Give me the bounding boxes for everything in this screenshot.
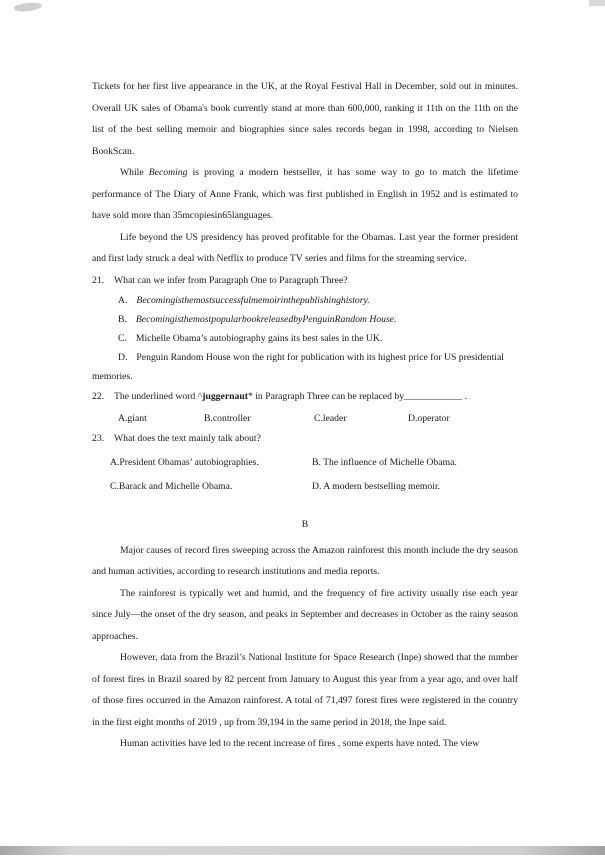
option-label: B. xyxy=(118,314,127,325)
option-label: A. xyxy=(118,295,128,306)
option-label: D. xyxy=(118,352,128,363)
question-21-option-b xyxy=(92,310,518,329)
option-text: BecomingisthemostpopularbookreleasedbyPenguinRandom House. xyxy=(135,314,397,325)
underlined-word-juggernaut: juggernaut xyxy=(202,391,248,402)
question-21-option-a xyxy=(92,291,518,310)
question-22-number: 22. xyxy=(92,391,105,402)
question-23-text: What does the text mainly talk about? xyxy=(114,432,261,444)
question-23-stem xyxy=(92,428,518,450)
passage-b-paragraph-2: The rainforest is typically wet and humid, and the frequency of fire activity usually rise each year since July—the onset of the dry season, and peaks in September and decreases in October as the rainy season approaches. xyxy=(92,587,518,642)
passage-a-paragraph-2 xyxy=(92,162,518,227)
question-21 xyxy=(92,270,518,387)
option-text: Michelle Obama’s autobiography gains its best sales in the UK. xyxy=(135,333,383,344)
book-title-becoming: Becoming xyxy=(148,167,188,178)
question-23-options xyxy=(110,452,518,497)
question-23-option-b: B. The influence of Michelle Obama. xyxy=(312,457,457,468)
text-run: While xyxy=(120,167,149,178)
question-22-option-c: C.leader xyxy=(314,412,347,424)
section-b-heading: B xyxy=(301,519,309,530)
option-text: Becomingisthemostsuccessfulmemoirinthepublishinghistory. xyxy=(136,295,370,306)
question-21-number: 21. xyxy=(92,274,105,286)
question-22-option-d: D.operator xyxy=(408,412,450,424)
option-text: Penguin Random House won the right for publication with its highest price for US presidential memories. xyxy=(92,352,504,382)
question-21-option-d xyxy=(92,348,518,386)
question-23-option-a: A.President Obamas’ autobiographies. xyxy=(110,457,259,468)
passage-b-paragraph-1: Major causes of record fires sweeping across the Amazon rainforest this month include the dry season and human activities, according to research institutions and media reports. xyxy=(92,544,518,577)
question-23-option-c: C.Barack and Michelle Obama. xyxy=(110,481,233,492)
question-21-option-c xyxy=(92,329,518,348)
scan-artifact-bottom-edge xyxy=(0,846,605,855)
question-22-stem xyxy=(92,386,518,408)
scan-artifact-top-right xyxy=(589,0,605,6)
text-run: The underlined word ^ xyxy=(114,391,203,402)
question-22-option-b: B.controller xyxy=(204,412,251,424)
question-21-text: What can we infer from Paragraph One to Paragraph Three? xyxy=(114,274,348,286)
passage-b-paragraph-3: However, data from the Brazil’s National Institute for Space Research (Inpe) showed that the number of forest fires in Brazil soared by 82 percent from January to August this year from a year ago, and over half of those fires occurred in the Amazon rainforest. A total of 71,497 forest fires were registered in the country in the first eight months of 2019 , up from 39,194 in the same period in 2018, the Inpe said. xyxy=(92,652,518,728)
option-label: C. xyxy=(118,333,127,344)
passage-b-paragraph-4: Human activities have led to the recent increase of fires , some experts have noted. The view xyxy=(120,738,480,749)
question-23-option-d: D. A modern bestselling memoir. xyxy=(312,481,441,492)
question-23-number: 23. xyxy=(92,432,105,444)
question-21-options xyxy=(92,291,518,386)
question-23 xyxy=(92,428,518,498)
question-22 xyxy=(92,386,518,428)
passage-a-paragraph-3: Life beyond the US presidency has proved profitable for the Obamas. Last year the former president and first lady struck a deal with Netflix to produce TV series and films for the streaming service. xyxy=(92,231,518,264)
passage-a-paragraph-1: Tickets for her first live appearance in the UK, at the Royal Festival Hall in December, sold out in minutes. Overall UK sales of Obama's book currently stand at more than 600,000, ranking it 11th on the 11th on the list of the best selling memoir and biographies since sales records began in 1998, according to Nielsen BookScan. xyxy=(92,81,518,157)
text-run: is proving a modern bestseller, it has some way to go to match the lifetime performance of The Diary of Anne Frank, which was first published in English in 1952 and is estimated to have sold more than 35mcopiesin65languages. xyxy=(92,167,518,221)
text-run: * in Paragraph Three can be replaced by____________ . xyxy=(247,391,468,402)
question-21-stem xyxy=(92,270,518,292)
question-22-options xyxy=(118,409,518,428)
question-22-option-a: A.giant xyxy=(118,412,147,424)
